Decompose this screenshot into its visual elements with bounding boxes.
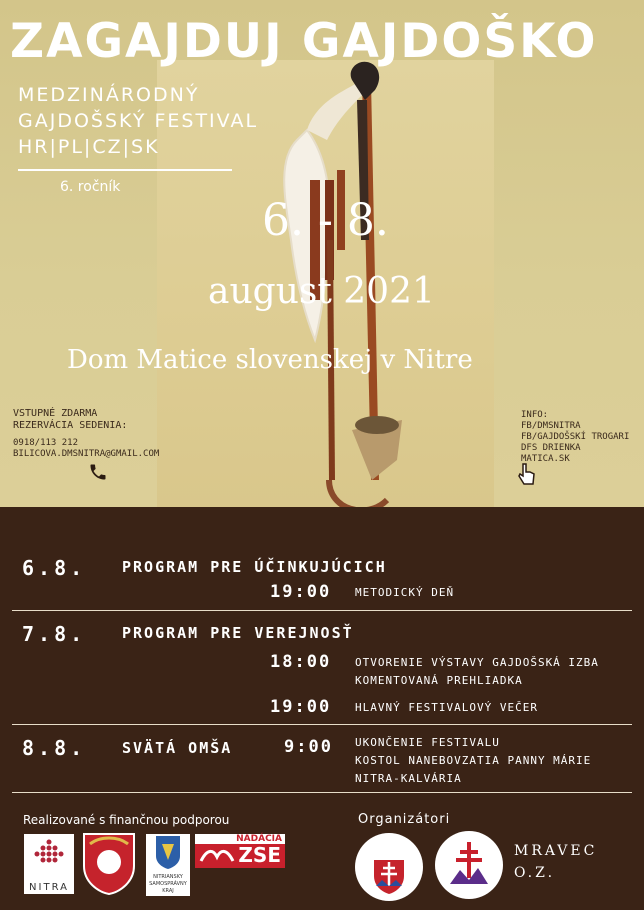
info-link[interactable]: MATICA.SK [521, 454, 570, 464]
program-title: PROGRAM PRE ÚČINKUJÚCICH [122, 558, 387, 576]
day-label: 7.8. [22, 622, 87, 646]
nitra-logo-text: NITRA [29, 882, 69, 893]
subtitle-line: GAJDOŠSKÝ FESTIVAL [18, 110, 259, 132]
nsk-logo [146, 834, 190, 896]
nitra-dots-icon [24, 834, 74, 878]
zse-foundation-logo [195, 834, 285, 868]
nsk-text-line: SAMOSPRÁVNY [149, 881, 187, 887]
nsk-text-line: KRAJ [162, 888, 174, 894]
info-links [521, 410, 629, 465]
nsk-shield-icon [146, 834, 190, 870]
program-title: SVÄTÁ OMŠA [122, 739, 233, 757]
entry-info [13, 408, 127, 432]
info-link[interactable]: FB/GAJDOŠSKÍ TROGARI [521, 432, 630, 442]
program-item-line: UKONČENIE FESTIVALU [355, 736, 500, 749]
program-time: 19:00 [270, 697, 332, 717]
day-label: 8.8. [22, 736, 87, 760]
ms-seal-icon [432, 828, 506, 902]
mravec-line: MRAVEC [514, 843, 598, 859]
nsk-text-line: NITRIANSKY [153, 874, 183, 880]
email-address[interactable]: BILICOVA.DMSNITRA@GMAIL.COM [13, 449, 160, 459]
nsk-logo-text [146, 874, 190, 895]
festival-subtitle [18, 82, 258, 160]
mravec-line: O.Z. [514, 865, 556, 881]
program-item-line: KOMENTOVANÁ PREHLIADKA [355, 674, 523, 687]
program-time: 9:00 [284, 737, 333, 757]
festival-month-year: august 2021 [208, 271, 435, 312]
program-item-line: KOSTOL NANEBOVZATIA PANNY MÁRIE [355, 754, 592, 767]
zse-label: ZSE [238, 843, 281, 867]
festival-dates: 6. - 8. [262, 195, 389, 246]
day-label: 6.8. [22, 556, 87, 580]
edition-label: 6. ročník [60, 179, 121, 195]
dms-seal-icon [352, 830, 426, 904]
nitra-coat-of-arms [80, 832, 138, 896]
festival-venue: Dom Matice slovenskej v Nitre [67, 345, 473, 375]
coat-of-arms-icon [80, 832, 138, 896]
contact-info [13, 438, 159, 460]
subtitle-line: MEDZINÁRODNÝ [18, 84, 200, 106]
program-item-line: NITRA-KALVÁRIA [355, 772, 462, 785]
info-link[interactable]: FB/DMSNITRA [521, 421, 581, 431]
phone-icon [88, 462, 108, 486]
divider-line [12, 792, 632, 793]
entry-line: VSTUPNÉ ZDARMA [13, 408, 98, 419]
mravec-label [514, 840, 597, 884]
zse-label-top: NADÁCIA [236, 834, 282, 844]
info-label: INFO: [521, 410, 549, 420]
program-item-line: OTVORENIE VÝSTAVY GAJDOŠSKÁ IZBA [355, 656, 599, 669]
ms-vrable-logo [432, 828, 506, 902]
divider-line [18, 169, 232, 171]
program-item: HLAVNÝ FESTIVALOVÝ VEČER [355, 701, 538, 714]
program-item [355, 734, 591, 788]
entry-line: REZERVÁCIA SEDENIA: [13, 420, 128, 431]
sponsor-label: Realizované s finančnou podporou [23, 813, 230, 827]
pointer-icon [516, 462, 538, 490]
divider-line [12, 610, 632, 611]
program-title: PROGRAM PRE VEREJNOSŤ [122, 624, 354, 642]
program-item [355, 654, 599, 690]
dms-nitra-logo [352, 830, 426, 904]
organizers-label: Organizátori [358, 812, 451, 827]
phone-number[interactable]: 0918/113 212 [13, 438, 79, 448]
nitra-logo [24, 834, 74, 894]
program-item: METODICKÝ DEŇ [355, 586, 455, 599]
program-time: 18:00 [270, 652, 332, 672]
subtitle-line: HR|PL|CZ|SK [18, 136, 160, 158]
zse-graphic-icon [199, 847, 235, 865]
divider-line [12, 724, 632, 725]
program-time: 19:00 [270, 582, 332, 602]
info-link[interactable]: DFS DRIENKA [521, 443, 581, 453]
poster-title: ZAGAJDUJ GAJDOŠKO [10, 14, 598, 69]
